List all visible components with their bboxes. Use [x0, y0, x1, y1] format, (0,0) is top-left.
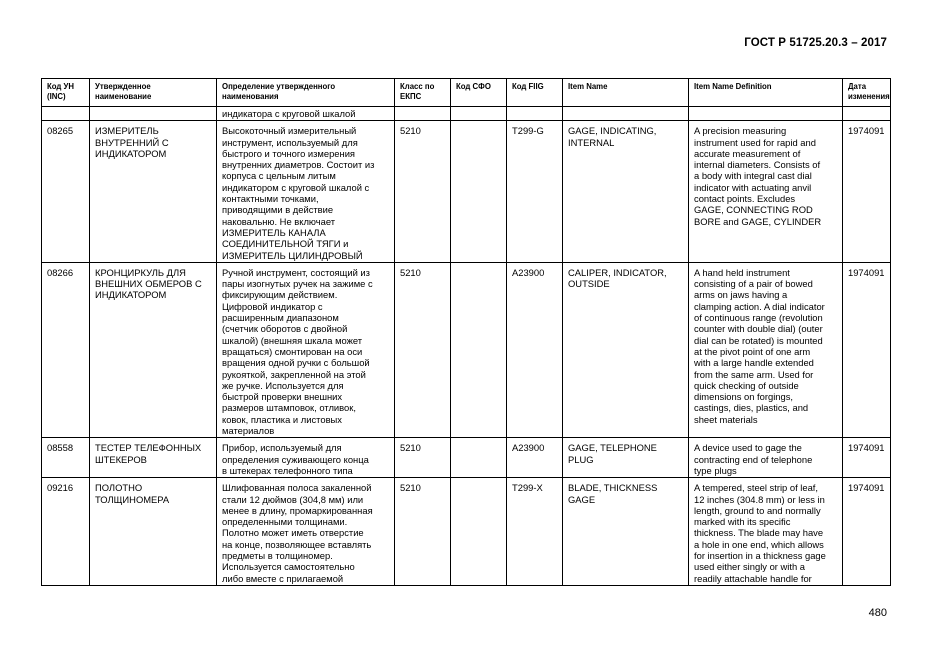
cell-item-definition: A hand held instrument consisting of a pair of bowed arms on jaws having a clamping action. A dial indicator of continuous range (revolution counter with double dial) (outer dial can be rotated) is mounted at the pivot point of one arm with a large handle extended from the same arm. Used for quick checking of outside dimensions on forgings, castings, dies, plastics, and sheet materials — [689, 262, 843, 437]
cell-date: 1974091 — [843, 478, 891, 586]
column-header-inc-code: Код УН (INC) — [42, 79, 90, 107]
column-header-approved-name: Утвержденное наименование — [90, 79, 217, 107]
catalog-table — [41, 78, 891, 586]
cell-definition: Прибор, используемый для определения суживающего конца в штекерах телефонного типа — [217, 438, 395, 478]
cell-name: ТЕСТЕР ТЕЛЕФОННЫХ ШТЕКЕРОВ — [90, 438, 217, 478]
column-header-fiig-code: Код FIIG — [507, 79, 563, 107]
table-row — [42, 121, 891, 263]
cell-fiig: T299-X — [507, 478, 563, 586]
column-header-sfo-code: Код СФО — [451, 79, 507, 107]
page-number: 480 — [868, 607, 887, 619]
cell-item-name: BLADE, THICKNESS GAGE — [563, 478, 689, 586]
cell-item-name: GAGE, TELEPHONE PLUG — [563, 438, 689, 478]
cell-code: 08266 — [42, 262, 90, 437]
cell-name: КРОНЦИРКУЛЬ ДЛЯ ВНЕШНИХ ОБМЕРОВ С ИНДИКАТОРОМ — [90, 262, 217, 437]
cell-code: 08558 — [42, 438, 90, 478]
cell-ekps-class — [395, 107, 451, 121]
cell-name — [90, 107, 217, 121]
column-header-approved-name-definition: Определение утвержденного наименования — [217, 79, 395, 107]
column-header-ekps-class: Класс по ЕКПС — [395, 79, 451, 107]
cell-sfo — [451, 121, 507, 263]
cell-definition: Ручной инструмент, состоящий из пары изогнутых ручек на зажиме с фиксирующим действием. Цифровой индикатор с расширенным диапазоном (счетчик оборотов с двойной шкалой) (внешняя шкала может вращаться) смонтирован на оси вращения одной ручки с большой рукояткой, закрепленной на этой же ручке. Используется для быстрой проверки внешних размеров штамповок, отливок, ковок, пластика и листовых материалов — [217, 262, 395, 437]
cell-fiig — [507, 107, 563, 121]
table-header-row — [42, 79, 891, 107]
cell-date — [843, 107, 891, 121]
cell-ekps-class: 5210 — [395, 478, 451, 586]
cell-definition: Шлифованная полоса закаленной стали 12 дюймов (304,8 мм) или менее в длину, промаркированная определенными толщинами. Полотно может иметь отверстие на конце, позволяющее вставлять предметы в толщиномер. Используется самостоятельно либо вместе с прилагаемой — [217, 478, 395, 586]
cell-item-definition — [689, 107, 843, 121]
cell-item-definition: A tempered, steel strip of leaf, 12 inches (304.8 mm) or less in length, ground to and normally marked with its specific thickness. The blade may have a hole in one end, which allows for insertion in a thickness gage used either singly or with a readily attachable handle for — [689, 478, 843, 586]
cell-item-name — [563, 107, 689, 121]
column-header-change-date: Дата изменения — [843, 79, 891, 107]
column-header-item-name: Item Name — [563, 79, 689, 107]
table-row — [42, 478, 891, 586]
cell-item-definition: A device used to gage the contracting end of telephone type plugs — [689, 438, 843, 478]
cell-item-definition: A precision measuring instrument used for rapid and accurate measurement of internal diameters. Consists of a body with integral cast dial indicator with actuating anvil contact points. Excludes GAGE, CONNECTING ROD BORE and GAGE, CYLINDER — [689, 121, 843, 263]
cell-code — [42, 107, 90, 121]
table-row — [42, 262, 891, 437]
cell-name: ИЗМЕРИТЕЛЬ ВНУТРЕННИЙ С ИНДИКАТОРОМ — [90, 121, 217, 263]
cell-code: 08265 — [42, 121, 90, 263]
cell-item-name: CALIPER, INDICATOR, OUTSIDE — [563, 262, 689, 437]
cell-fiig: A23900 — [507, 262, 563, 437]
cell-name: ПОЛОТНО ТОЛЩИНОМЕРА — [90, 478, 217, 586]
cell-date: 1974091 — [843, 438, 891, 478]
cell-definition: Высокоточный измерительный инструмент, используемый для быстрого и точного измерения внутренних диаметров. Состоит из корпуса с цельным литым индикатором с круговой шкалой с контактными точками, приводящими в действие наковальню. Не включает ИЗМЕРИТЕЛЬ КАНАЛА СОЕДИНИТЕЛЬНОЙ ТЯГИ и ИЗМЕРИТЕЛЬ ЦИЛИНДРОВЫЙ — [217, 121, 395, 263]
cell-ekps-class: 5210 — [395, 438, 451, 478]
cell-sfo — [451, 107, 507, 121]
cell-ekps-class: 5210 — [395, 262, 451, 437]
cell-date: 1974091 — [843, 121, 891, 263]
table-row-continuation — [42, 107, 891, 121]
table-row — [42, 438, 891, 478]
cell-sfo — [451, 438, 507, 478]
column-header-item-name-definition: Item Name Definition — [689, 79, 843, 107]
cell-definition: индикатора с круговой шкалой — [217, 107, 395, 121]
cell-sfo — [451, 262, 507, 437]
cell-item-name: GAGE, INDICATING, INTERNAL — [563, 121, 689, 263]
document-standard-header: ГОСТ Р 51725.20.3 – 2017 — [744, 37, 887, 49]
cell-fiig: A23900 — [507, 438, 563, 478]
cell-ekps-class: 5210 — [395, 121, 451, 263]
cell-code: 09216 — [42, 478, 90, 586]
cell-sfo — [451, 478, 507, 586]
cell-fiig: T299-G — [507, 121, 563, 263]
cell-date: 1974091 — [843, 262, 891, 437]
